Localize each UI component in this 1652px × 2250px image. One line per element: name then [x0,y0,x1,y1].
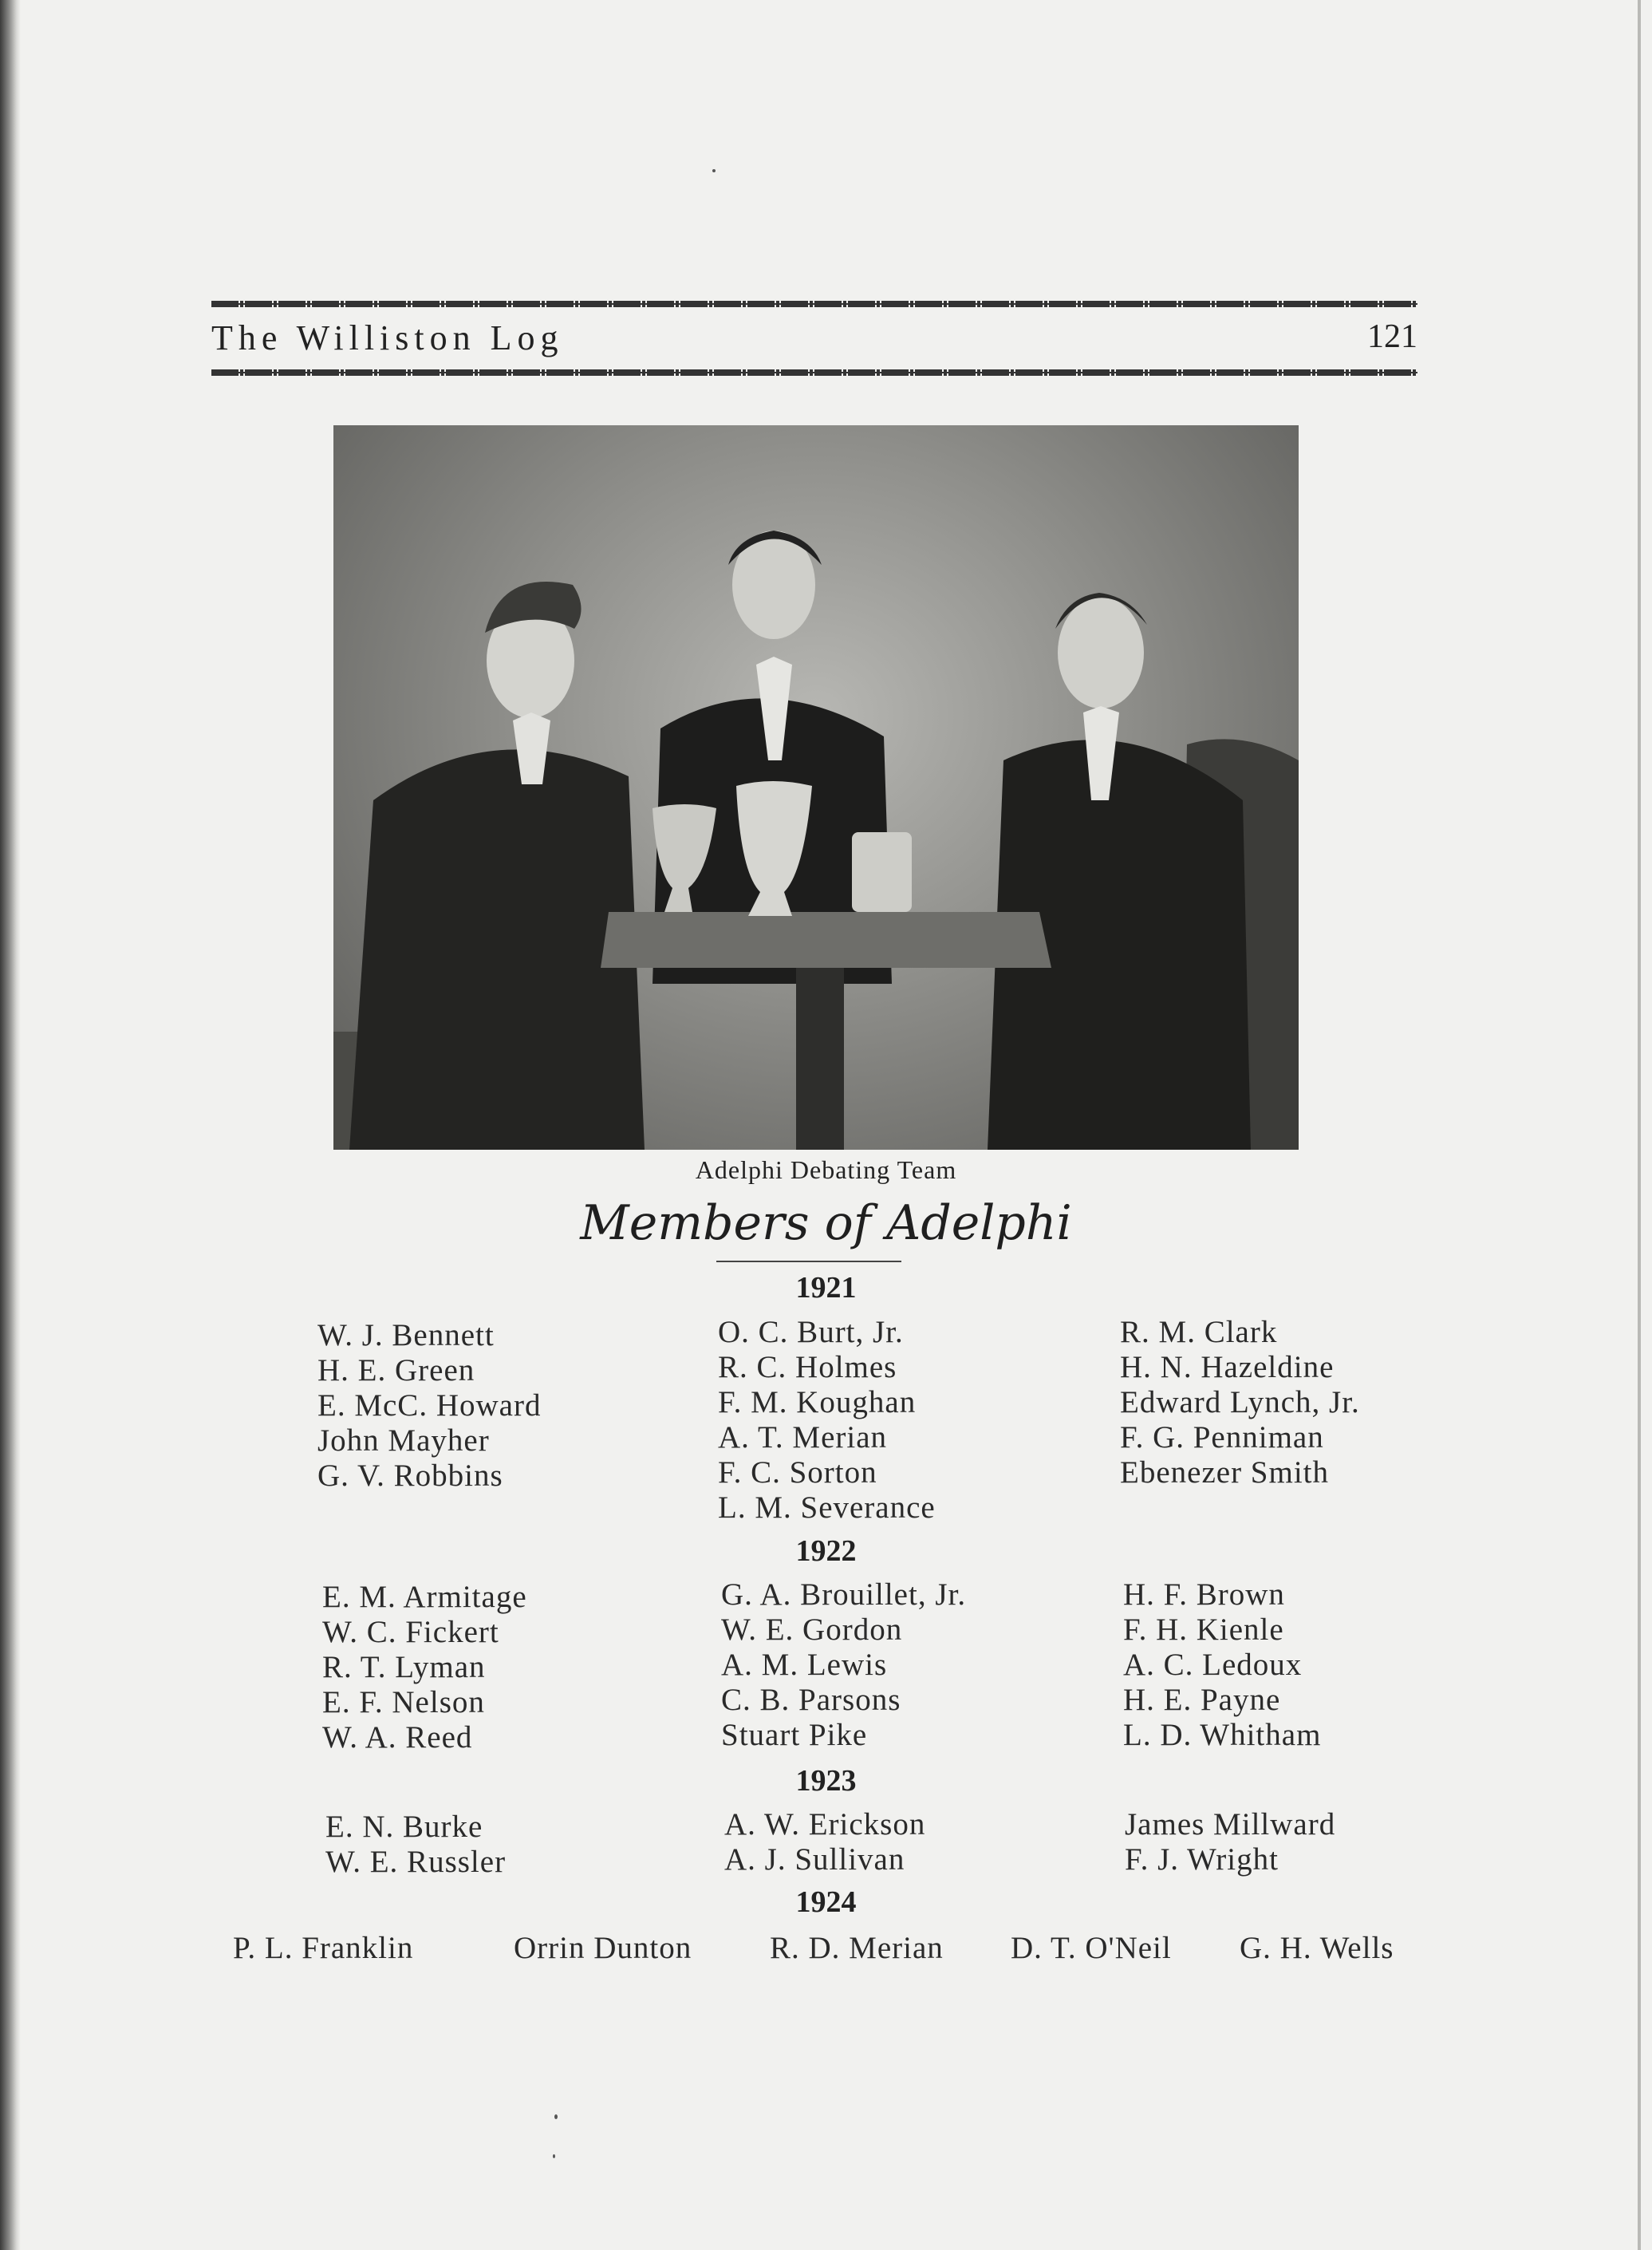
member-name: James Millward [1125,1807,1336,1841]
member-name: W. C. Fickert [322,1615,499,1649]
member-name: John Mayher [317,1423,490,1458]
member-name: Ebenezer Smith [1120,1455,1329,1490]
section-heading: Members of Adelphi [580,1195,1072,1251]
member-name: C. B. Parsons [721,1683,901,1717]
member-name: Edward Lynch, Jr. [1120,1385,1360,1419]
class-1922-column-3 [1123,1577,1321,1753]
paper-speck [554,2114,558,2119]
member-name: L. M. Severance [718,1490,936,1525]
photo-caption: Adelphi Debating Team [695,1155,957,1184]
table-top [601,912,1051,968]
class-1921-column-2 [718,1315,936,1526]
page-number: 121 [1367,318,1417,355]
class-1922-column-2 [721,1577,966,1753]
member-name: R. T. Lyman [322,1650,486,1684]
member-name: A. J. Sullivan [724,1842,905,1877]
class-year-1921: 1921 [795,1271,857,1305]
team-photograph-illustration [333,425,1299,1150]
paper-speck [712,169,716,172]
member-name: L. D. Whitham [1123,1718,1322,1752]
class-1921-column-1 [317,1318,541,1494]
member-name: R. M. Clark [1120,1315,1278,1349]
class-year-1922: 1922 [795,1534,857,1568]
class-1923-column-1 [325,1810,506,1880]
member-name: O. C. Burt, Jr. [718,1315,904,1349]
class-year-1924: 1924 [795,1885,857,1919]
member-name: G. H. Wells [1240,1931,1394,1965]
class-1922-column-1 [322,1580,527,1755]
member-name: W. E. Russler [325,1845,507,1879]
member-name: E. M. Armitage [322,1580,527,1614]
member-name: F. C. Sorton [718,1455,877,1490]
header-rule-top [211,301,1417,307]
member-name: G. V. Robbins [317,1459,503,1493]
class-1921-column-3 [1120,1315,1360,1490]
member-name: H. E. Green [317,1353,475,1388]
member-name: E. McC. Howard [317,1388,542,1423]
paper-speck [553,2154,555,2158]
right-man-face [1058,597,1144,709]
member-name: R. C. Holmes [718,1350,897,1384]
member-name: A. M. Lewis [721,1648,888,1682]
team-photograph [333,425,1299,1150]
member-name: A. W. Erickson [724,1807,926,1841]
member-name: R. D. Merian [770,1931,944,1965]
running-title: The Williston Log [211,318,564,357]
member-name: W. E. Gordon [721,1612,903,1647]
member-name: H. N. Hazeldine [1120,1350,1335,1384]
member-name: Orrin Dunton [514,1931,692,1965]
member-name: F. G. Penniman [1120,1420,1324,1455]
member-name: W. J. Bennett [317,1318,495,1352]
member-name: F. H. Kienle [1123,1612,1284,1647]
header-rule-bottom [211,369,1417,376]
member-name: E. N. Burke [325,1810,483,1844]
member-name: Stuart Pike [721,1718,868,1752]
member-name: G. A. Brouillet, Jr. [721,1577,967,1612]
member-name: D. T. O'Neil [1011,1931,1172,1965]
member-name: P. L. Franklin [233,1931,414,1965]
member-name: H. F. Brown [1123,1577,1285,1612]
member-name: F. M. Koughan [718,1385,917,1419]
left-man-body [349,749,645,1150]
table-pedestal [796,968,844,1150]
trophy-right [852,832,912,912]
class-1923-column-2 [724,1807,925,1877]
member-name: E. F. Nelson [322,1685,485,1719]
member-name: H. E. Payne [1123,1683,1281,1717]
class-year-1923: 1923 [795,1764,857,1798]
class-1923-column-3 [1125,1807,1335,1877]
member-name: W. A. Reed [322,1720,473,1755]
member-name: F. J. Wright [1125,1842,1279,1877]
member-name: A. T. Merian [718,1420,888,1455]
heading-underline [716,1261,901,1262]
member-name: A. C. Ledoux [1123,1648,1303,1682]
